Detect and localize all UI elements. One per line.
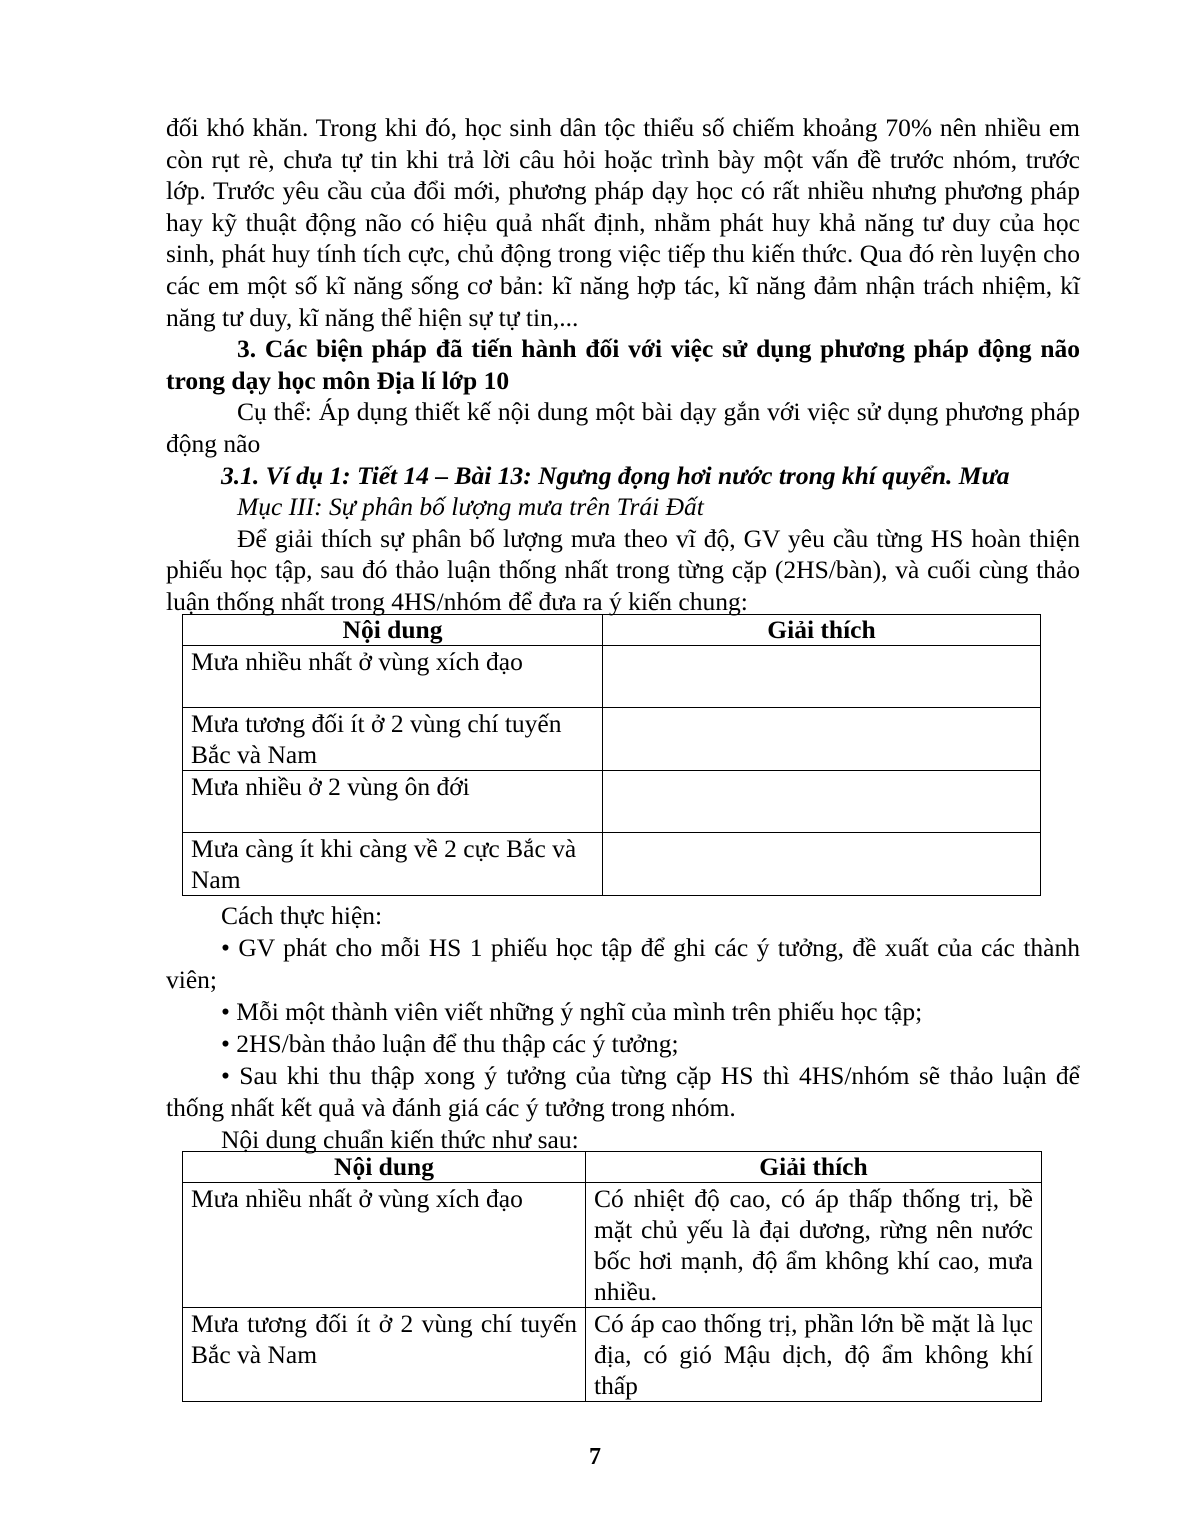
worksheet-table [182,614,1041,896]
method-label: Cách thực hiện: [221,901,383,930]
table-row [183,1308,1042,1402]
table-cell-content: Mưa tương đối ít ở 2 vùng chí tuyến Bắc và Nam [183,1308,586,1402]
table-row [183,646,1041,708]
table-header-row [183,615,1041,646]
table-row [183,708,1041,771]
method-step: • 2HS/bàn thảo luận để thu thập các ý tưởng; [221,1029,679,1058]
example-1-intro: Để giải thích sự phân bố lượng mưa theo vĩ độ, GV yêu cầu từng HS hoàn thiện phiếu học tập, sau đó thảo luận thống nhất trong từng cặp (2HS/bàn), và cuối cùng thảo luận thống nhất trong 4HS/nhóm để đưa ra ý kiến chung: [166,523,1080,616]
table-cell-content: Mưa tương đối ít ở 2 vùng chí tuyến Bắc và Nam [183,708,603,771]
table-header-row [183,1152,1042,1183]
document-body [166,112,1080,618]
page-number: 7 [589,1444,601,1470]
table-row [183,1183,1042,1308]
section-3-heading: 3. Các biện pháp đã tiến hành đối với việc sử dụng phương pháp động não trong dạy học môn Địa lí lớp 10 [166,334,1080,395]
intro-paragraph: đối khó khăn. Trong khi đó, học sinh dân tộc thiểu số chiếm khoảng 70% nên nhiều em còn rụt rè, chưa tự tin khi trả lời câu hỏi hoặc trình bày một vấn đề trước nhóm, trước lớp. Trước yêu cầu của đổi mới, phương pháp dạy học có rất nhiều nhưng phương pháp hay kỹ thuật động não có hiệu quả nhất định, nhằm phát huy khả năng tư duy của học sinh, phát huy tính tích cực, chủ động trong việc tiếp thu kiến thức. Qua đó rèn luyện cho các em một số kĩ năng sống cơ bản: kĩ năng hợp tác, kĩ năng đảm nhận trách nhiệm, kĩ năng tư duy, kĩ năng thể hiện sự tự tin,... [166,113,1080,332]
section-3-text: Cụ thể: Áp dụng thiết kế nội dung một bài dạy gắn với việc sử dụng phương pháp động não [166,397,1080,458]
column-header-content: Nội dung [183,1152,586,1183]
standard-knowledge-table [182,1151,1042,1402]
method-step: • Sau khi thu thập xong ý tưởng của từng cặp HS thì 4HS/nhóm sẽ thảo luận để thống nhất kết quả và đánh giá các ý tưởng trong nhóm. [166,1061,1080,1122]
example-1-heading: 3.1. Ví dụ 1: Tiết 14 – Bài 13: Ngưng đọng hơi nước trong khí quyển. Mưa [221,460,1010,490]
column-header-explanation: Giải thích [603,615,1041,646]
table-cell-content: Mưa nhiều ở 2 vùng ôn đới [183,771,603,833]
example-1-subheading: Mục III: Sự phân bố lượng mưa trên Trái Đất [237,492,704,522]
table-cell-explanation [603,833,1041,896]
method-step: • Mỗi một thành viên viết những ý nghĩ của mình trên phiếu học tập; [221,997,923,1026]
column-header-content: Nội dung [183,615,603,646]
table-cell-explanation: Có áp cao thống trị, phần lớn bề mặt là lục địa, có gió Mậu dịch, độ ẩm không khí thấp [586,1308,1042,1402]
table-cell-explanation [603,708,1041,771]
table-cell-content: Mưa nhiều nhất ở vùng xích đạo [183,646,603,708]
table-row [183,833,1041,896]
table-cell-explanation [603,646,1041,708]
method-section [166,900,1080,1156]
method-step: • GV phát cho mỗi HS 1 phiếu học tập để ghi các ý tưởng, đề xuất của các thành viên; [166,933,1080,994]
table-cell-explanation [603,771,1041,833]
table-cell-explanation: Có nhiệt độ cao, có áp thấp thống trị, bề mặt chủ yếu là đại dương, rừng nên nước bốc hơi mạnh, độ ẩm không khí cao, mưa nhiều. [586,1183,1042,1308]
table-row [183,771,1041,833]
table-cell-content: Mưa càng ít khi càng về 2 cực Bắc và Nam [183,833,603,896]
table-cell-content: Mưa nhiều nhất ở vùng xích đạo [183,1183,586,1308]
column-header-explanation: Giải thích [586,1152,1042,1183]
standard-knowledge-label: Nội dung chuẩn kiến thức như sau: [221,1125,579,1154]
